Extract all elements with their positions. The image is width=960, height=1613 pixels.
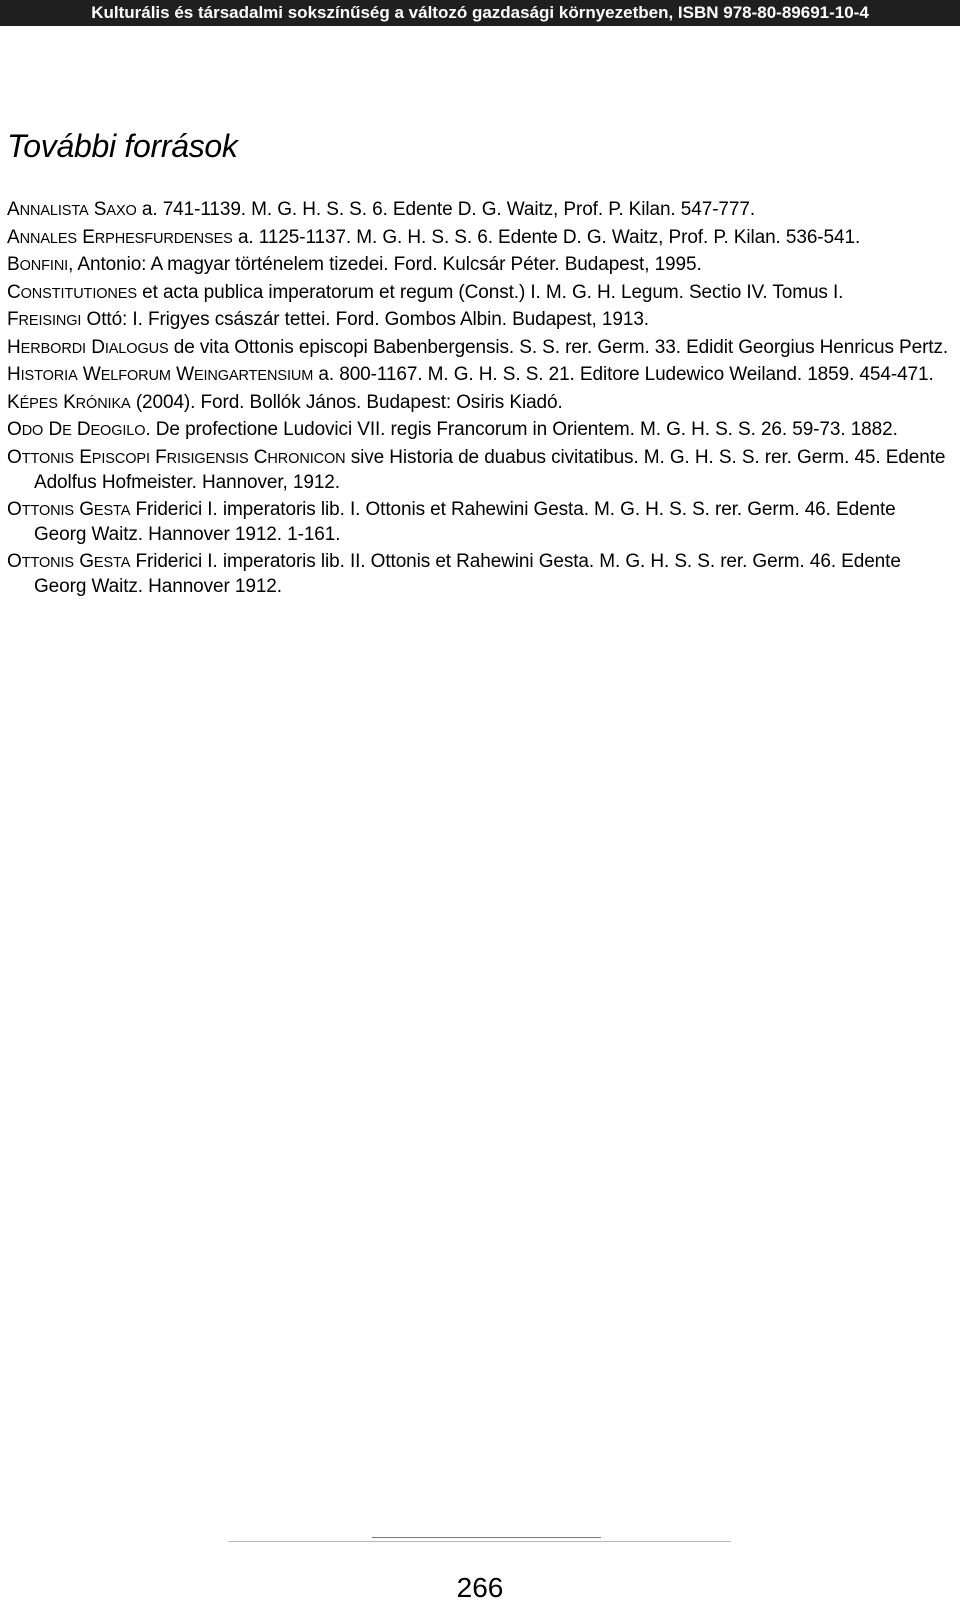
entry-text: Ottó: I. Frigyes császár tettei. Ford. Gombos Albin. Budapest, 1913. (81, 309, 649, 330)
entry-smallcaps-word: FRISIGENSIS (155, 446, 249, 468)
bibliography-entry (7, 550, 952, 600)
entry-smallcaps-word: OTTONIS (7, 446, 74, 468)
bibliography-entry (7, 226, 952, 252)
entry-text: et acta publica imperatorum et regum (Const.) I. M. G. H. Legum. Sectio IV. Tomus I. (136, 281, 844, 303)
bibliography-entry (7, 281, 952, 307)
entry-text: de vita Ottonis episcopi Babenbergensis. S. S. rer. Germ. 33. Edidit Georgius Henricus Pertz. (168, 336, 949, 358)
entry-text: . De profectione Ludovici VII. regis Francorum in Orientem. M. G. H. S. S. 26. 59-73. 1882. (145, 419, 898, 440)
bibliography-list (7, 198, 952, 602)
bibliography-entry (7, 336, 952, 362)
entry-text: , Antonio: A magyar történelem tizedei. Ford. Kulcsár Péter. Budapest, 1995. (68, 254, 702, 275)
running-header-title: Kulturális és társadalmi sokszínűség a változó gazdasági környezetben, ISBN 978-80-89691-10-4 (91, 3, 869, 22)
entry-smallcaps-word: FREISINGI (7, 309, 82, 330)
entry-smallcaps-word: WELFORUM (82, 364, 171, 385)
entry-smallcaps-word: ODO (7, 419, 44, 440)
footer-rule-short (372, 1537, 601, 1538)
entry-smallcaps-word: ANNALES (7, 226, 77, 248)
page-number: 266 (456, 1572, 504, 1603)
entry-smallcaps-word: BONFINI (7, 254, 69, 275)
entry-text: a. 1125-1137. M. G. H. S. S. 6. Edente D. G. Waitz, Prof. P. Kilan. 536-541. (232, 226, 861, 248)
bibliography-entry (7, 363, 952, 389)
entry-smallcaps-word: DE (48, 419, 72, 440)
entry-smallcaps-word: DIALOGUS (91, 336, 169, 358)
bibliography-entry (7, 446, 952, 496)
running-header (0, 0, 960, 26)
entry-text: (2004). Ford. Bollók János. Budapest: Osiris Kiadó. (130, 391, 563, 413)
entry-smallcaps-word: CHRONICON (253, 446, 346, 468)
bibliography-entry (7, 418, 952, 444)
entry-text: Friderici I. imperatoris lib. I. Ottonis et Rahewini Gesta. M. G. H. S. S. rer. Germ. 46. Edente Georg Waitz. Hannover 1912. 1-161. (34, 498, 896, 545)
entry-smallcaps-word: GESTA (79, 498, 131, 520)
entry-text: a. 741-1139. M. G. H. S. S. 6. Edente D. G. Waitz, Prof. P. Kilan. 547-777. (136, 199, 755, 220)
bibliography-entry (7, 198, 952, 224)
entry-smallcaps-word: WEINGARTENSIUM (176, 364, 314, 385)
entry-smallcaps-word: ERPHESFURDENSES (82, 226, 233, 248)
entry-smallcaps-word: HISTORIA (7, 364, 78, 385)
entry-text: Friderici I. imperatoris lib. II. Ottonis et Rahewini Gesta. M. G. H. S. S. rer. Germ. 46. Edente Georg Waitz. Hannover 1912. (34, 550, 901, 597)
entry-text: sive Historia de duabus civitatibus. M. G. H. S. S. rer. Germ. 45. Edente Adolfus Hofmeister. Hannover, 1912. (34, 446, 946, 493)
entry-smallcaps-word: HERBORDI (7, 336, 86, 358)
entry-smallcaps-word: SAXO (93, 199, 137, 220)
entry-smallcaps-word: KÉPES (7, 391, 58, 413)
bibliography-entry (7, 308, 952, 334)
entry-smallcaps-word: GESTA (79, 550, 131, 572)
bibliography-entry (7, 498, 952, 548)
entry-smallcaps-word: OTTONIS (7, 498, 74, 520)
section-title: További források (7, 128, 238, 164)
bibliography-entry (7, 253, 952, 279)
entry-smallcaps-word: KRÓNIKA (63, 391, 131, 413)
bibliography-entry (7, 391, 952, 417)
entry-smallcaps-word: CONSTITUTIONES (7, 281, 137, 303)
entry-smallcaps-word: DEOGILO (76, 419, 146, 440)
entry-smallcaps-word: ANNALISTA (7, 199, 89, 220)
footer-rule-long (228, 1541, 731, 1542)
entry-smallcaps-word: OTTONIS (7, 550, 74, 572)
entry-smallcaps-word: EPISCOPI (79, 446, 150, 468)
entry-text: a. 800-1167. M. G. H. S. S. 21. Editore Ludewico Weiland. 1859. 454-471. (313, 364, 934, 385)
